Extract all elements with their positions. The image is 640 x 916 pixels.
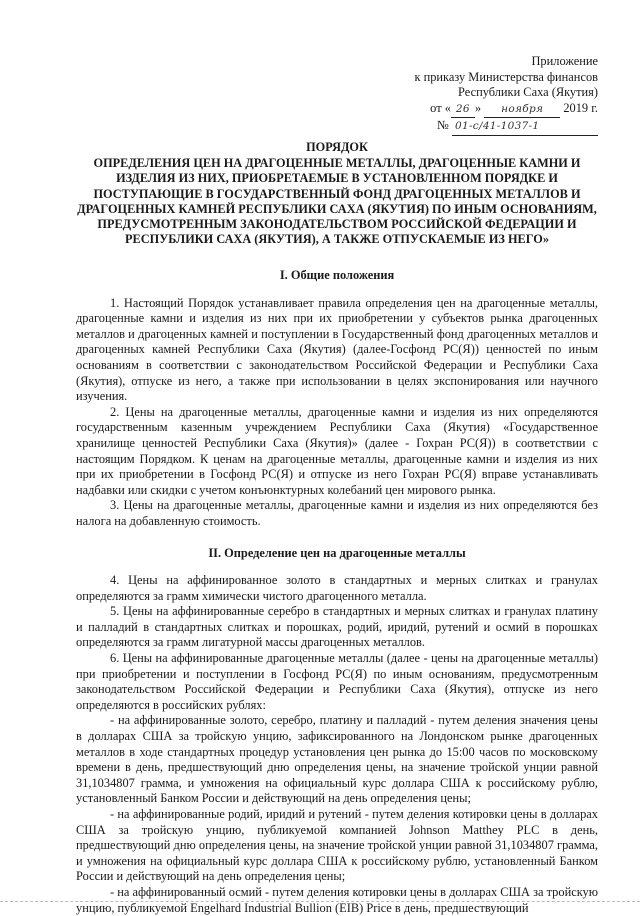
title-heading: ПОРЯДОК xyxy=(306,140,368,154)
document-body xyxy=(76,268,598,916)
bullet-gold-silver: - на аффинированные золото, серебро, платину и палладий - путем деления значения цены в долларах США за тройскую унцию, зафиксированного на Лондонском рынке драгоценных металлов в ходе стандартных процедур установления цен рынка до 15:00 часов по московскому времени в день, предшествующий дню определения цены, на значение тройской унции равной 31,1034807 грамма, и умножения на официальный курс доллара США к российскому рублю, установленный Банком России и действующий на день определения цены; xyxy=(76,713,598,806)
appendix-label: Приложение xyxy=(531,54,598,68)
section-2-heading: II. Определение цен на драгоценные металлы xyxy=(208,545,466,560)
page-bottom-divider xyxy=(0,901,640,902)
date-day-handwritten: 26 xyxy=(451,102,475,119)
title-text: ОПРЕДЕЛЕНИЯ ЦЕН НА ДРАГОЦЕННЫЕ МЕТАЛЛЫ, ДРАГОЦЕННЫЕ КАМНИ И ИЗДЕЛИЯ ИЗ НИХ, ПРИОБРЕТАЕМЫЕ В УСТАНОВЛЕННОМ ПОРЯДКЕ И ПОСТУПАЮЩИЕ В ГОСУДАРСТВЕННЫЙ ФОНД ДРАГОЦЕННЫХ МЕТАЛЛОВ И ДРАГОЦЕННЫХ КАМНЕЙ РЕСПУБЛИКИ САХА (ЯКУТИЯ) ПО ИНЫМ ОСНОВАНИЯМ, ПРЕДУСМОТРЕННЫМ ЗАКОНОДАТЕЛЬСТВОМ РОССИЙСКОЙ ФЕДЕРАЦИИ И РЕСПУБЛИКИ САХА (ЯКУТИЯ), А ТАКЖЕ ОТПУСКАЕМЫЕ ИЗ НЕГО» xyxy=(77,156,597,247)
appendix-date xyxy=(298,101,598,119)
paragraph-2: 2. Цены на драгоценные металлы, драгоценные камни и изделия из них определяются государственным казенным учреждением Республики Саха (Якутия) «Государственное хранилище ценностей Республики Саха (Якутия)» (далее - Гохран РС(Я)) в соответствии с настоящим Порядком. К ценам на драгоценные металлы, драгоценные камни и изделия из них при их приобретении в Госфонд РС(Я) и отпуске из него Гохран РС(Я) вправе устанавливать надбавки или скидки с учетом конъюнктурных колебаний цен мирового рынка. xyxy=(76,404,598,497)
bullet-osmium: - на аффинированный осмий - путем деления котировки цены в долларах США за тройскую унцию, публикуемой Engelhard Industrial Bullion (EIB) Price в день, предшествующий xyxy=(76,884,598,915)
date-month-handwritten: ноября xyxy=(484,102,560,119)
paragraph-1: 1. Настоящий Порядок устанавливает правила определения цен на драгоценные металлы, драгоценные камни и изделия из них при их приобретении у субъектов рынка драгоценных металлов и драгоценных камней и поступлении в Государственный фонд драгоценных металлов и драгоценных камней Республики Саха (Якутия) (далее-Госфонд РС(Я)) ценностей по иным основаниям в соответствии с законодательством Российской Федерации и Республики Саха (Якутия), отпуске из него, а также при использовании в целях экспонирования или научного изучения. xyxy=(76,295,598,404)
bullet-rhodium-iridium: - на аффинированные родий, иридий и рутений - путем деления котировки цены в долларах США за тройскую унцию, публикуемой компанией Johnson Matthey PLC в день, предшествующий дню определения цены, на значение тройской унции равной 31,1034807 грамма, и умножения на официальный курс доллара США к российскому рублю, установленный Банком России и действующий на день определения цены; xyxy=(76,807,598,884)
appendix-order-ref: к приказу Министерства финансов xyxy=(414,69,598,84)
number-handwritten: 01-с/41-1037-1 xyxy=(452,119,598,136)
paragraph-4: 4. Цены на аффинированное золото в стандартных и мерных слитках и гранулах определяются за грамм химически чистого драгоценного металла. xyxy=(76,573,598,603)
date-mid: » xyxy=(474,100,482,115)
number-prefix: № xyxy=(437,118,449,132)
document-title xyxy=(76,140,598,247)
date-prefix: от « xyxy=(430,100,451,115)
appendix-ministry: Республики Саха (Якутия) xyxy=(458,85,598,99)
paragraph-6: 6. Цены на аффинированные драгоценные металлы (далее - цены на драгоценные металлы) при приобретении и поступлении в Госфонд РС(Я) по иным основаниям, предусмотренным законодательством Российской Федерации и Республики Саха (Якутия), отпуске из него определяются в российских рублях: xyxy=(76,651,598,712)
appendix-number xyxy=(298,118,598,136)
section-1-heading: I. Общие положения xyxy=(279,268,395,282)
paragraph-5: 5. Цены на аффинированные серебро в стандартных и мерных слитках и гранулах платину и палладий в стандартных слитках и порошках, родий, иридий, рутений и осмий в порошках определяются за грамм лигатурной массы драгоценных металлов. xyxy=(76,604,598,650)
paragraph-3: 3. Цены на драгоценные металлы, драгоценные камни и изделия из них определяются без налога на добавленную стоимость. xyxy=(76,498,598,528)
appendix-header xyxy=(298,54,598,136)
date-year: 2019 г. xyxy=(563,100,598,115)
